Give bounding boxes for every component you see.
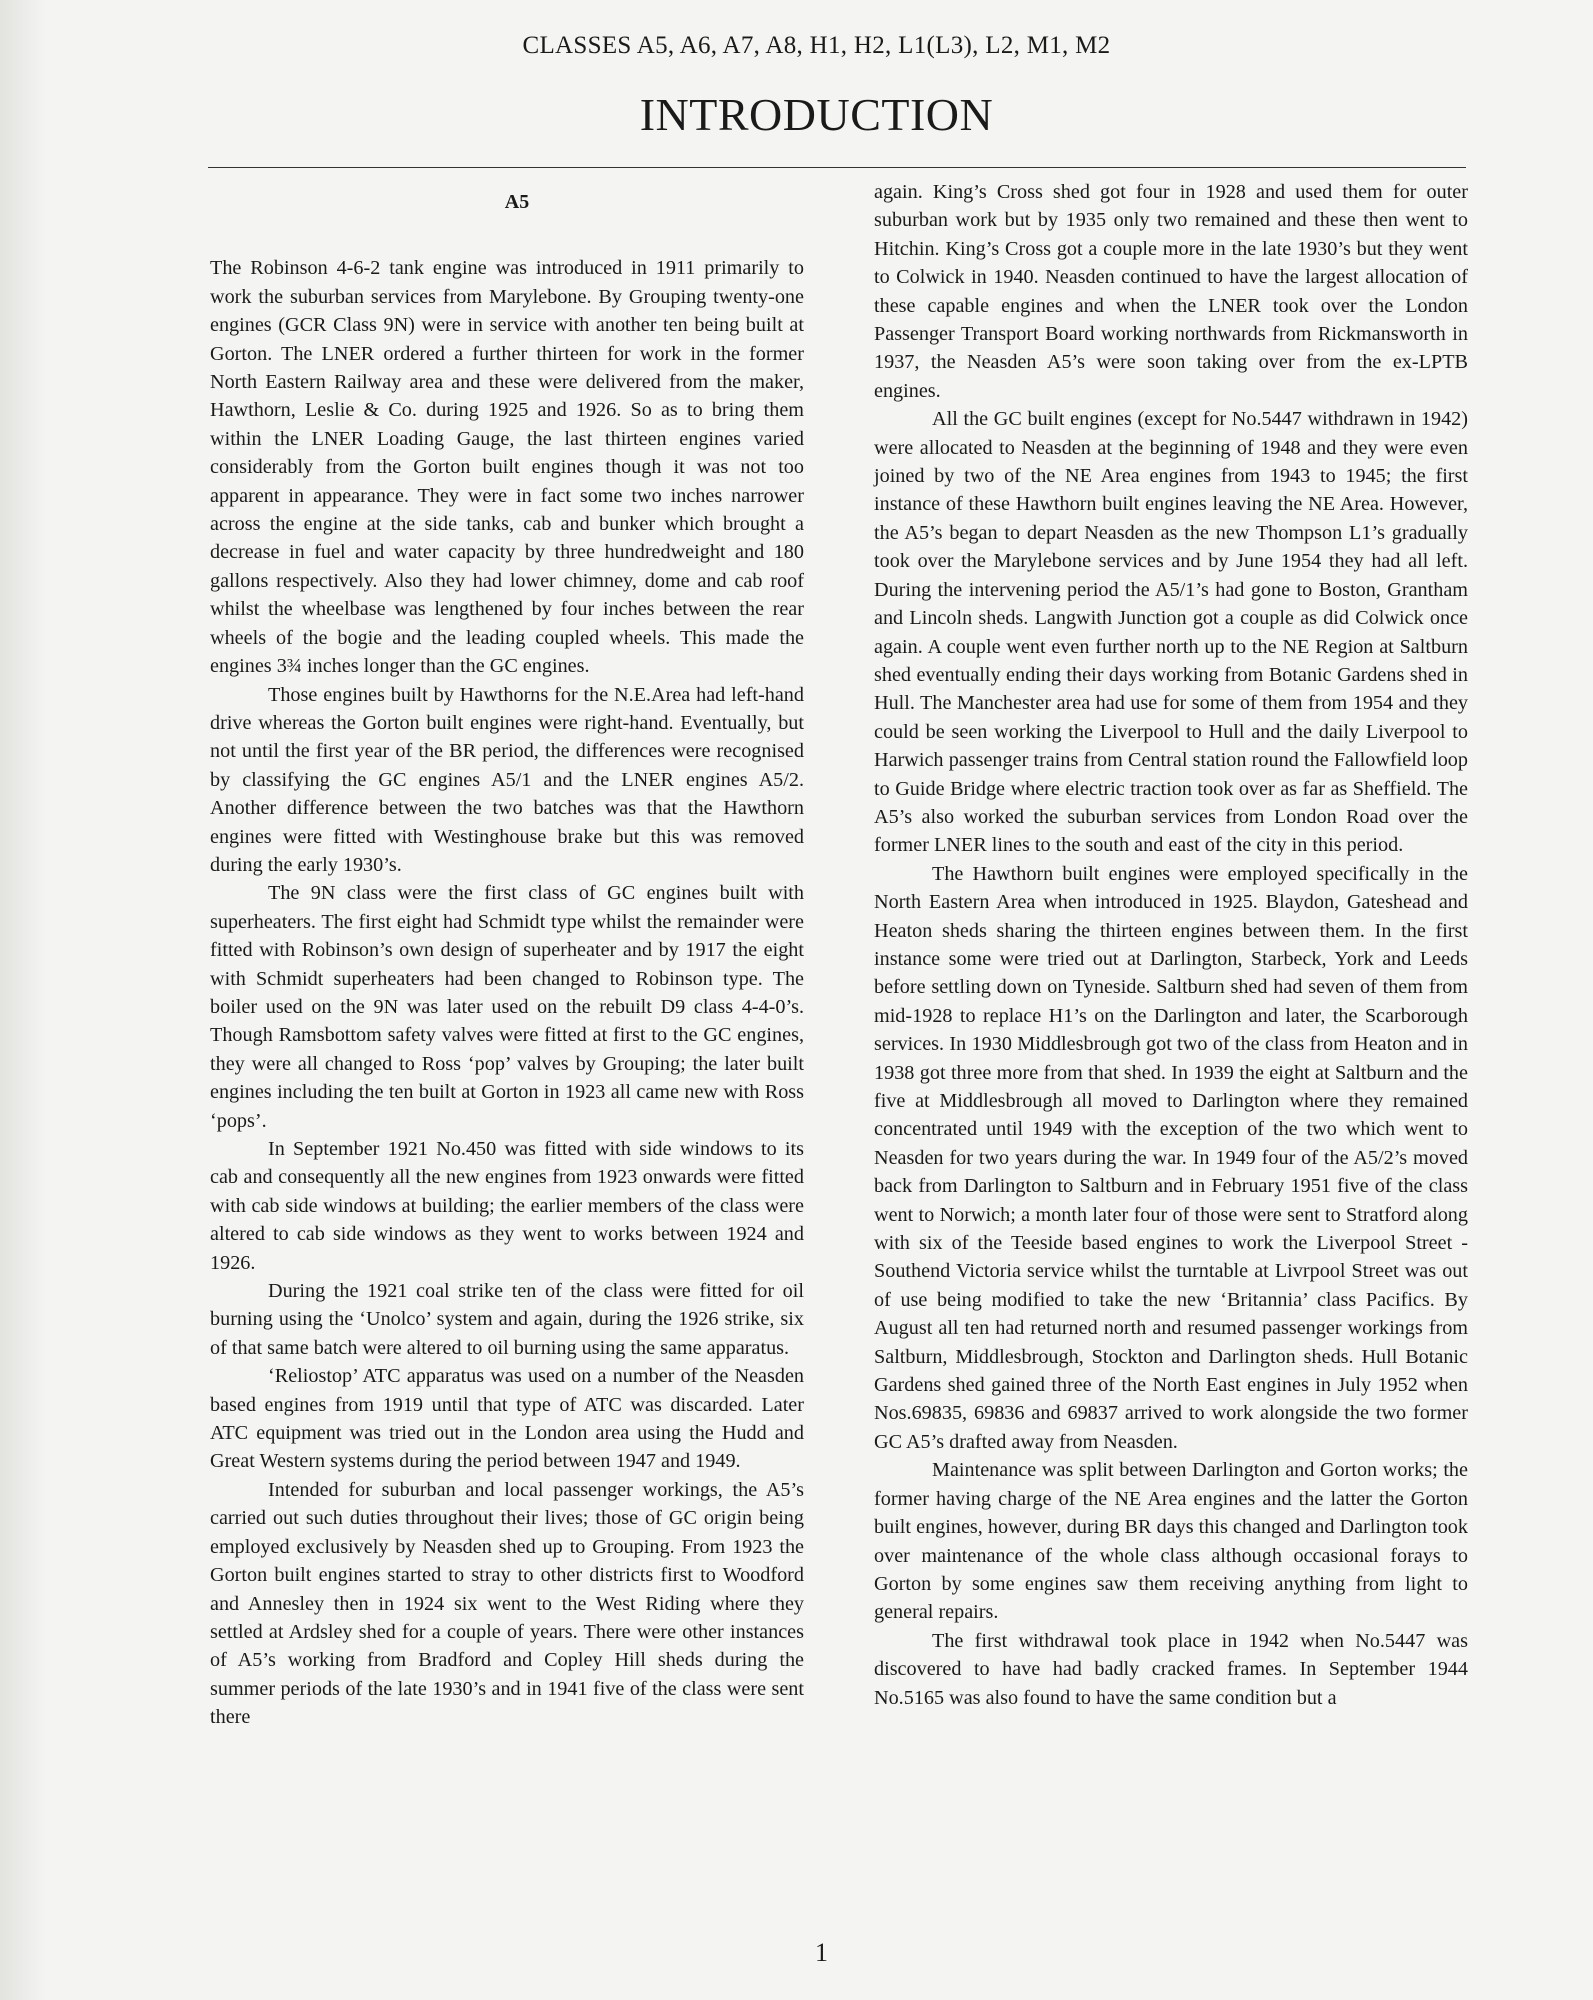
paragraph: The Hawthorn built engines were employed specifically in the North Eastern Area when introduced in 1925. Blaydon, Gateshead and Heaton sheds sharing the thirteen engines between them. In the first instance some were tried out at Darlington, Starbeck, York and Leeds before settling down on Tyneside. Saltburn shed had seven of them from mid-1928 to replace H1’s on the Darlington and later, the Scarborough services. In 1930 Middlesbrough got two of the class from Heaton and in 1938 got three more from that shed. In 1939 the eight at Saltburn and the five at Middlesbrough all moved to Darlington where they remained concentrated until 1949 with the exception of the two which went to Neasden for two years during the war. In 1949 four of the A5/2’s moved back from Darlington to Saltburn and in February 1951 five of the class went to Norwich; a month later four of those were sent to Stratford along with six of the Teeside based engines to work the Liverpool Street - Southend Victoria service whilst the turntable at Livrpool Street was out of use being modified to take the new ‘Britannia’ class Pacifics. By August all ten had returned north and resumed passenger workings from Saltburn, Middlesbrough, Stockton and Darlington sheds. Hull Botanic Gardens shed gained three of the North East engines in July 1952 when Nos.69835, 69836 and 69837 arrived to work alongside the two former GC A5’s drafted away from Neasden. bbox=[874, 862, 1468, 1453]
paragraph: again. King’s Cross shed got four in 1928 and used them for outer suburban work but by 1935 only two remained and these then went to Hitchin. King’s Cross got a couple more in the late 1930’s but they went to Colwick in 1940. Neasden continued to have the largest allocation of these capable engines and when the LNER took over the London Passenger Transport Board working northwards from Rickmansworth in 1937, the Neasden A5’s were soon taking over from the ex-LPTB engines. bbox=[874, 181, 1468, 402]
title-rule bbox=[208, 167, 1466, 168]
paragraph: During the 1921 coal strike ten of the class were fitted for oil burning using the ‘Unolco’ system and again, during the 1926 strike, six of that same batch were altered to oil burning using the same apparatus. bbox=[210, 1280, 804, 1359]
page-number: 1 bbox=[815, 1938, 828, 1967]
page-title: INTRODUCTION bbox=[639, 89, 994, 140]
right-column bbox=[874, 178, 1468, 1712]
page-binding-edge bbox=[0, 0, 46, 2000]
section-heading: A5 bbox=[504, 191, 530, 213]
paragraph: Intended for suburban and local passenger workings, the A5’s carried out such duties throughout their lives; those of GC origin being employed exclusively by Neasden shed up to Grouping. From 1923 the Gorton built engines started to stray to other districts first to Woodford and Annesley then in 1924 six went to the West Riding where they settled at Ardsley shed for a couple of years. There were other instances of A5’s working from Bradford and Copley Hill sheds during the summer periods of the late 1930’s and in 1941 five of the class were sent there bbox=[210, 1478, 804, 1729]
running-head: CLASSES A5, A6, A7, A8, H1, H2, L1(L3), L2, M1, M2 bbox=[522, 32, 1111, 59]
paragraph: Maintenance was split between Darlington and Gorton works; the former having charge of the NE Area engines and the latter the Gorton built engines, however, during BR days this changed and Darlington took over maintenance of the whole class although occasional forays to Gorton by some engines saw them receiving anything from light to general repairs. bbox=[874, 1459, 1468, 1624]
paragraph: Those engines built by Hawthorns for the N.E.Area had left-hand drive whereas the Gorton built engines were right-hand. Eventually, but not until the first year of the BR period, the differences were recognised by classifying the GC engines A5/1 and the LNER engines A5/2. Another difference between the two batches was that the Hawthorn engines were fitted with Westinghouse brake but this was removed during the early 1930’s. bbox=[210, 683, 804, 876]
paragraph: In September 1921 No.450 was fitted with side windows to its cab and consequently all the new engines from 1923 onwards were fitted with cab side windows at building; the earlier members of the class were altered to cab side windows as they went to works between 1924 and 1926. bbox=[210, 1138, 804, 1274]
paragraph: ‘Reliostop’ ATC apparatus was used on a number of the Neasden based engines from 1919 until that type of ATC was discarded. Later ATC equipment was tried out in the London area using the Hudd and Great Western systems during the period between 1947 and 1949. bbox=[210, 1365, 804, 1473]
paragraph: All the GC built engines (except for No.5447 withdrawn in 1942) were allocated to Neasden at the beginning of 1948 and they were even joined by two of the NE Area engines from 1943 to 1945; the first instance of these Hawthorn built engines leaving the NE Area. However, the A5’s began to depart Neasden as the new Thompson L1’s gradually took over the Marylebone services and by June 1954 they had all left. During the intervening period the A5/1’s had gone to Boston, Grantham and Lincoln sheds. Langwith Junction got a couple as did Colwick once again. A couple went even further north up to the NE Region at Saltburn shed eventually ending their days working from Botanic Gardens shed in Hull. The Manchester area had use for some of them from 1954 and they could be seen working the Liverpool to Hull and the daily Liverpool to Harwich passenger trains from Central station round the Fallowfield loop to Guide Bridge where electric traction took over as far as Sheffield. The A5’s also worked the suburban services from London Road over the former LNER lines to the south and east of the city in this period. bbox=[874, 408, 1468, 857]
left-column bbox=[210, 180, 804, 1732]
paragraph: The Robinson 4-6-2 tank engine was introduced in 1911 primarily to work the suburban services from Marylebone. By Grouping twenty-one engines (GCR Class 9N) were in service with another ten being built at Gorton. The LNER ordered a further thirteen for work in the former North Eastern Railway area and these were delivered from the maker, Hawthorn, Leslie & Co. during 1925 and 1926. So as to bring them within the LNER Loading Gauge, the last thirteen engines varied considerably from the Gorton built engines though it was not too apparent in appearance. They were in fact some two inches narrower across the engine at the side tanks, cab and bunker which brought a decrease in fuel and water capacity by three hundredweight and 180 gallons respectively. Also they had lower chimney, dome and cab roof whilst the wheelbase was lengthened by four inches between the rear wheels of the bogie and the leading coupled wheels. This made the engines 3¾ inches longer than the GC engines. bbox=[210, 257, 804, 678]
paragraph: The first withdrawal took place in 1942 when No.5447 was discovered to have had badly cracked frames. In September 1944 No.5165 was also found to have the same condition but a bbox=[874, 1629, 1468, 1709]
paragraph: The 9N class were the first class of GC engines built with superheaters. The first eight had Schmidt type whilst the remainder were fitted with Robinson’s own design of superheater and by 1917 the eight with Schmidt superheaters had been changed to Robinson type. The boiler used on the 9N was later used on the rebuilt D9 class 4-4-0’s. Though Ramsbottom safety valves were fitted at first to the GC engines, they were all changed to Ross ‘pop’ valves by Grouping; the later built engines including the ten built at Gorton in 1923 all came new with Ross ‘pops’. bbox=[210, 882, 804, 1132]
